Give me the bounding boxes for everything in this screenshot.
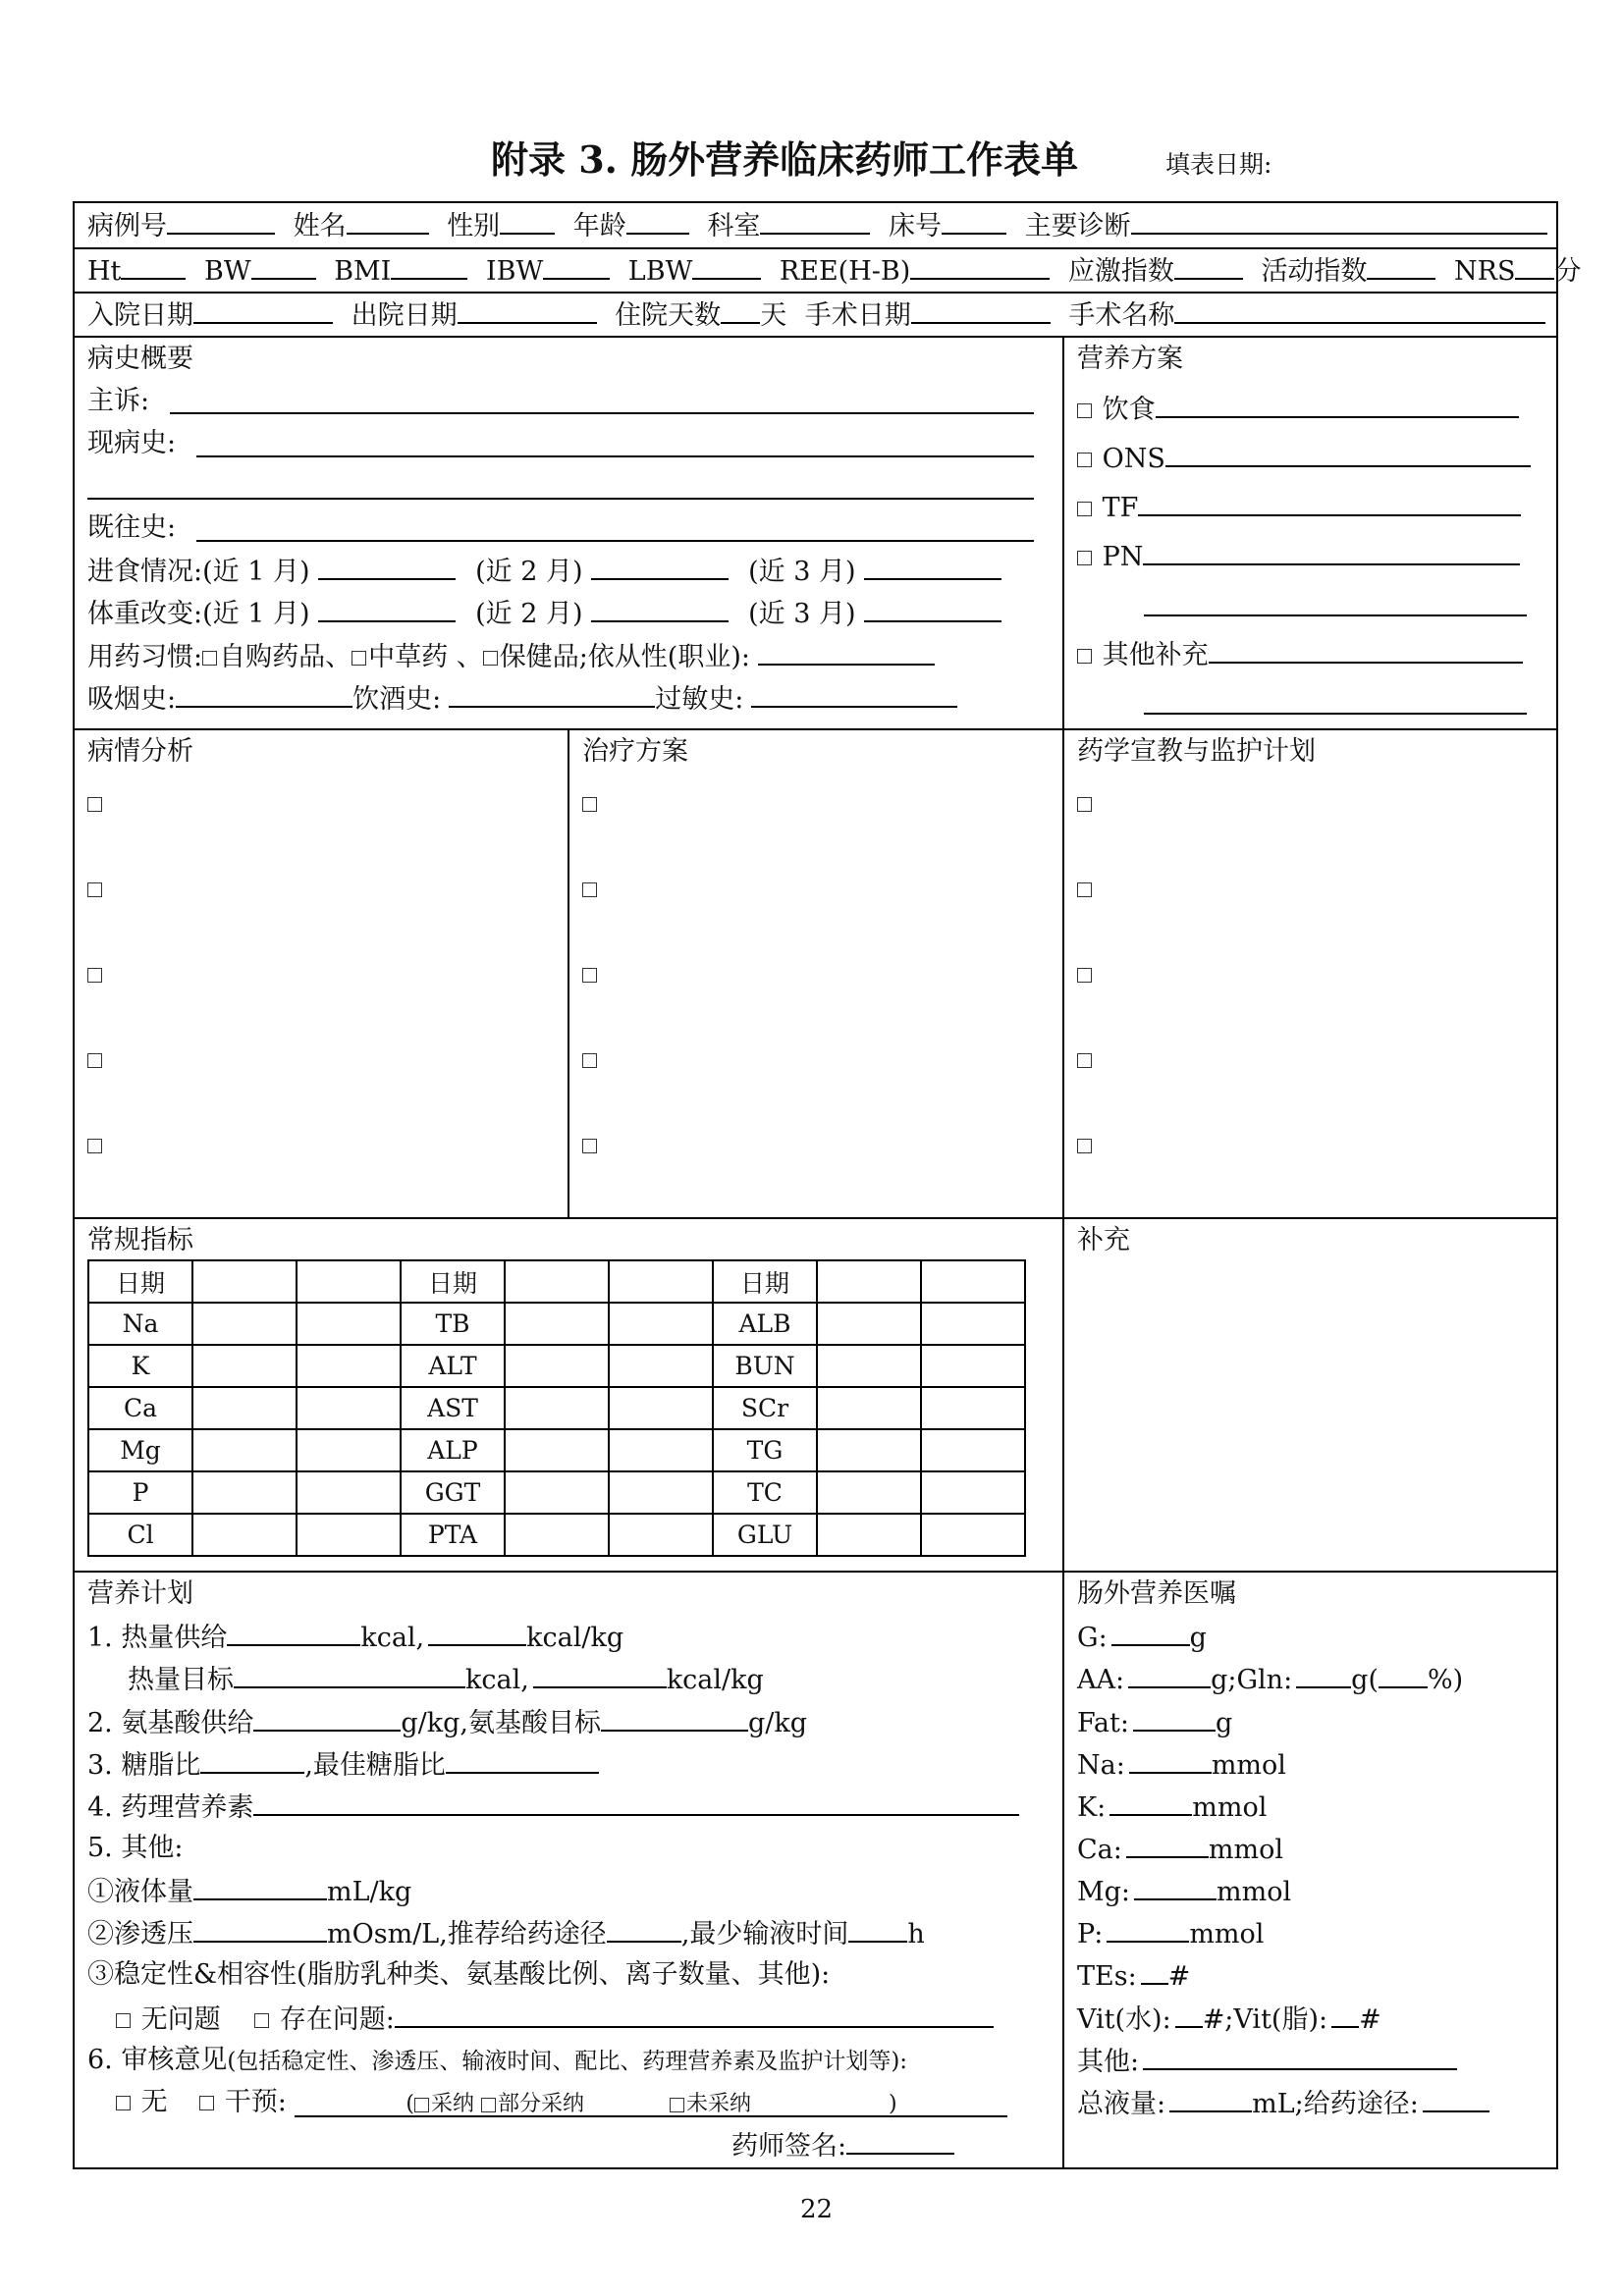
table-row [88,1303,1025,1345]
table-cell[interactable] [192,1260,297,1303]
pharma-nutrient-label: 4. 药理营养素 [87,1792,254,1823]
vit-fat-field[interactable] [1331,2004,1359,2028]
health-product-checkbox[interactable] [483,651,498,666]
pn-field[interactable] [1143,542,1520,565]
glucose-label: G: [1077,1623,1108,1653]
gkg-unit: g/kg [747,1708,807,1738]
surgery-date-label: 手术日期 [804,300,911,331]
table-cell: Na [88,1303,192,1345]
other-supplement-field[interactable] [1209,640,1523,664]
education-checkbox[interactable] [1077,788,1094,819]
table-cell: ALT [401,1345,505,1387]
order-other-label: 其他: [1077,2047,1140,2077]
bmi-label: BMI [334,256,392,287]
weight-3m-field[interactable] [864,599,1001,622]
intervention-field[interactable] [295,2094,1007,2117]
table-cell[interactable] [505,1303,609,1345]
osmolarity-label: ②渗透压 [87,1919,193,1949]
diet-checkbox[interactable] [1077,403,1092,418]
pharmacist-sign-field[interactable] [846,2131,954,2155]
table-cell[interactable] [609,1429,713,1471]
education-checkbox[interactable] [1077,874,1094,904]
mmol-unit: mmol [1192,1792,1268,1823]
past-history-label: 既往史: [87,512,177,543]
allergy-label: 过敏史: [655,684,744,715]
gln-unit: g( [1351,1665,1379,1695]
surgery-name-field[interactable] [1174,300,1545,324]
bed-label: 床号 [888,211,942,241]
not-adopt-label: 未采纳 [685,2092,751,2116]
education-checkbox[interactable] [1077,1130,1094,1160]
route-label: mOsm/L,推荐给药途径 [327,1919,607,1949]
not-adopt-checkbox[interactable] [670,2098,684,2112]
table-cell[interactable] [297,1345,401,1387]
table-cell[interactable] [817,1303,921,1345]
analysis-checkbox[interactable] [87,1130,104,1160]
diagnosis-label: 主要诊断 [1024,211,1131,241]
table-cell[interactable] [921,1260,1025,1303]
table-cell[interactable] [297,1514,401,1556]
g-unit: g [1189,1623,1207,1653]
mmol-unit: mmol [1208,1835,1283,1865]
intake-2m-field[interactable] [591,557,729,580]
best-gl-ratio-label: ,最佳糖脂比 [304,1750,446,1781]
past-history-field[interactable] [196,518,1034,542]
mmol-unit: mmol [1217,1877,1292,1907]
pn-field-2[interactable] [1144,593,1527,616]
treatment-checkbox[interactable] [582,788,599,819]
table-cell: GLU [713,1514,817,1556]
diet-label: 饮食 [1102,395,1156,425]
table-cell[interactable] [609,1387,713,1429]
kcal-unit: kcal, [360,1623,425,1653]
mlkg-unit: mL/kg [327,1877,412,1907]
stability-label: ③稳定性&相容性(脂肪乳种类、氨基酸比例、离子数量、其他): [87,1959,831,1990]
tes-field[interactable] [1141,1961,1168,1985]
aa-supply-field[interactable] [253,1708,401,1732]
mmol-unit: mmol [1189,1919,1265,1949]
analysis-checkbox[interactable] [87,788,104,819]
review-none-label: 无 [140,2087,168,2117]
divider [1062,336,1064,2169]
dept-label: 科室 [707,211,761,241]
table-row [88,1260,1025,1303]
table-cell[interactable] [817,1387,921,1429]
fill-date-label: 填表日期: [1165,150,1272,179]
total-volume-field[interactable] [1169,2089,1252,2112]
table-row [88,1429,1025,1471]
fat-field[interactable] [1133,1708,1216,1732]
table-cell[interactable] [297,1303,401,1345]
weight-change-label: 体重改变:(近 1 月) [87,599,310,629]
mg-label: Mg: [1077,1877,1131,1907]
kcal-unit: kcal, [465,1665,529,1695]
ibw-field[interactable] [543,256,610,280]
surgery-date-field[interactable] [911,300,1051,324]
divider [73,336,1558,338]
divider [568,728,569,1217]
vit-water-field[interactable] [1175,2004,1203,2028]
chief-complaint-field[interactable] [170,391,1034,414]
ca-label: Ca: [1077,1835,1122,1865]
target-kcalkg-field[interactable] [533,1665,667,1688]
other-supplement-checkbox[interactable] [1077,649,1092,664]
table-cell[interactable] [297,1471,401,1514]
has-issue-label: 存在问题: [279,2004,395,2035]
nutrition-plan-heading: 营养方案 [1077,344,1183,374]
table-cell[interactable] [297,1260,401,1303]
health-product-label: 保健品;依从性(职业): [499,642,750,672]
table-cell: P [88,1471,192,1514]
bmi-field[interactable] [391,256,467,280]
table-cell[interactable] [817,1429,921,1471]
table-cell[interactable] [921,1345,1025,1387]
table-cell[interactable] [505,1429,609,1471]
k-field[interactable] [1109,1792,1192,1816]
paren-close: ) [889,2092,897,2116]
table-row [88,1471,1025,1514]
admission-date-label: 入院日期 [87,300,193,331]
smoking-field[interactable] [176,684,352,708]
table-cell: 日期 [401,1260,505,1303]
glucose-field[interactable] [1111,1623,1190,1646]
table-cell[interactable] [609,1345,713,1387]
treatment-checkbox[interactable] [582,1130,599,1160]
table-cell: K [88,1345,192,1387]
case-no-field[interactable] [167,211,275,235]
intake-3m-label: (近 3 月) [748,557,856,587]
bed-field[interactable] [942,211,1006,235]
med-habit-label: 用药习惯: [87,642,203,672]
g-unit: g [1215,1708,1233,1738]
weight-2m-field[interactable] [591,599,729,622]
na-field[interactable] [1129,1750,1212,1774]
ons-field[interactable] [1165,444,1531,467]
pn-checkbox[interactable] [1077,551,1092,565]
sex-label: 性别 [447,211,501,241]
pn-label: PN [1102,542,1144,572]
smoking-label: 吸烟史: [87,684,177,715]
table-cell: PTA [401,1514,505,1556]
table-cell[interactable] [609,1471,713,1514]
mg-field[interactable] [1134,1877,1217,1900]
discharge-date-label: 出院日期 [351,300,458,331]
ht-label: Ht [87,256,122,287]
lbw-label: LBW [627,256,693,287]
route-field[interactable] [607,1919,681,1943]
table-cell[interactable] [297,1387,401,1429]
table-cell: SCr [713,1387,817,1429]
analysis-checkbox[interactable] [87,874,104,904]
education-heading: 药学宣教与监护计划 [1077,736,1316,767]
lab-table [87,1259,1026,1557]
table-cell[interactable] [609,1303,713,1345]
lbw-field[interactable] [692,256,761,280]
ons-label: ONS [1102,444,1165,474]
intervene-checkbox[interactable] [199,2096,214,2110]
nrs-label: NRS [1454,256,1516,287]
analysis-checkbox[interactable] [87,1044,104,1075]
orders-heading: 肠外营养医嘱 [1077,1578,1236,1609]
gln-pct-field[interactable] [1379,1665,1428,1688]
na-label: Na: [1077,1750,1125,1781]
table-cell: ALB [713,1303,817,1345]
aa-field[interactable] [1128,1665,1211,1688]
issue-field[interactable] [395,2004,994,2028]
analysis-checkbox[interactable] [87,959,104,989]
stress-index-label: 应激指数 [1067,256,1174,287]
gln-label: g;Gln: [1211,1665,1293,1695]
table-cell: BUN [713,1345,817,1387]
name-label: 姓名 [293,211,347,241]
table-cell[interactable] [297,1429,401,1471]
activity-index-label: 活动指数 [1261,256,1368,287]
review-none-checkbox[interactable] [116,2096,131,2110]
pct-unit: %) [1428,1665,1464,1695]
table-cell: GGT [401,1471,505,1514]
energy-target-label: 热量目标 [128,1665,234,1695]
ree-field[interactable] [910,256,1050,280]
page-number: 22 [800,2195,834,2224]
diagnosis-field[interactable] [1131,211,1547,235]
age-field[interactable] [626,211,689,235]
table-cell[interactable] [192,1471,297,1514]
other-supplement-field-2[interactable] [1144,691,1527,715]
table-cell[interactable] [921,1471,1025,1514]
bw-field[interactable] [251,256,316,280]
hour-unit: h [907,1919,925,1949]
gl-ratio-label: 3. 糖脂比 [87,1750,201,1781]
ca-field[interactable] [1126,1835,1209,1858]
energy-kcalkg-field[interactable] [428,1623,526,1646]
table-cell: AST [401,1387,505,1429]
table-cell[interactable] [192,1303,297,1345]
weight-1m-field[interactable] [318,599,456,622]
k-label: K: [1077,1792,1107,1823]
paren-open: ( [406,2092,414,2116]
allergy-field[interactable] [751,684,957,708]
treatment-checkbox[interactable] [582,1044,599,1075]
divider [73,1571,1558,1573]
tf-label: TF [1102,493,1139,523]
gln-field[interactable] [1296,1665,1351,1688]
table-cell[interactable] [192,1387,297,1429]
vit-fat-label: #;Vit(脂): [1202,2004,1328,2035]
table-cell[interactable] [817,1514,921,1556]
vit-water-label: Vit(水): [1077,2004,1171,2035]
plan-heading: 营养计划 [87,1578,193,1609]
diet-field[interactable] [1156,395,1519,418]
table-cell[interactable] [192,1345,297,1387]
weight-3m-label: (近 3 月) [748,599,856,629]
table-row [88,1387,1025,1429]
kcalkg-unit: kcal/kg [526,1623,624,1653]
mmol-unit: mmol [1211,1750,1286,1781]
history-heading: 病史概要 [87,344,193,374]
nrs-field[interactable] [1515,256,1554,280]
table-cell[interactable] [817,1260,921,1303]
nrs-unit: 分 [1554,256,1582,287]
min-time-label: ,最少输液时间 [680,1919,849,1949]
energy-kcal-field[interactable] [227,1623,360,1646]
table-cell[interactable] [505,1387,609,1429]
ons-checkbox[interactable] [1077,453,1092,467]
treatment-checkbox[interactable] [582,959,599,989]
aa-supply-label: 2. 氨基酸供给 [87,1708,254,1738]
education-checkbox[interactable] [1077,1044,1094,1075]
table-cell: Ca [88,1387,192,1429]
table-cell[interactable] [921,1387,1025,1429]
bw-label: BW [204,256,251,287]
stress-index-field[interactable] [1174,256,1243,280]
education-checkbox[interactable] [1077,959,1094,989]
order-route-field[interactable] [1423,2089,1489,2112]
intake-label: 进食情况:(近 1 月) [87,557,310,587]
pharma-nutrient-field[interactable] [253,1792,1019,1816]
tf-field[interactable] [1138,493,1521,516]
adopt-label: 采纳 [430,2092,474,2116]
aa-target-label: g/kg,氨基酸目标 [401,1708,601,1738]
table-cell[interactable] [192,1514,297,1556]
stay-days-field[interactable] [721,300,760,324]
table-cell[interactable] [505,1345,609,1387]
total-volume-label: 总液量: [1077,2089,1166,2119]
min-time-field[interactable] [848,1919,907,1943]
other-label: 5. 其他: [87,1833,184,1863]
treatment-heading: 治疗方案 [582,736,688,767]
table-cell[interactable] [505,1514,609,1556]
days-unit: 天 [760,300,787,331]
surgery-name-label: 手术名称 [1068,300,1175,331]
table-cell: 日期 [713,1260,817,1303]
review-label: 6. 审核意见 [87,2045,228,2075]
table-row [88,1514,1025,1556]
table-cell[interactable] [609,1260,713,1303]
fat-label: Fat: [1077,1708,1129,1738]
table-cell: Mg [88,1429,192,1471]
table-cell: TB [401,1303,505,1345]
self-purchase-label: 自购药品、 [219,642,352,672]
tes-label: TEs: [1077,1961,1137,1992]
table-cell[interactable] [505,1260,609,1303]
present-illness-label: 现病史: [87,428,177,458]
table-cell: Cl [88,1514,192,1556]
intake-1m-field[interactable] [318,557,456,580]
aa-label: AA: [1077,1665,1125,1695]
table-cell[interactable] [921,1303,1025,1345]
drinking-field[interactable] [449,684,655,708]
treatment-checkbox[interactable] [582,874,599,904]
no-issue-label: 无问题 [140,2004,221,2035]
herbal-checkbox[interactable] [352,651,366,666]
activity-index-field[interactable] [1367,256,1435,280]
table-cell[interactable] [921,1514,1025,1556]
p-field[interactable] [1107,1919,1189,1943]
no-issue-checkbox[interactable] [116,2013,131,2028]
tf-checkbox[interactable] [1077,502,1092,516]
partial-adopt-checkbox[interactable] [481,2098,496,2112]
aa-target-field[interactable] [601,1708,748,1732]
p-label: P: [1077,1919,1104,1949]
divider [73,292,1558,294]
table-cell: TC [713,1471,817,1514]
routine-heading: 常规指标 [87,1225,193,1255]
name-field[interactable] [347,211,429,235]
table-cell[interactable] [921,1429,1025,1471]
table-cell[interactable] [817,1345,921,1387]
analysis-heading: 病情分析 [87,736,193,767]
divider [73,247,1558,249]
dept-field[interactable] [760,211,870,235]
drinking-label: 饮酒史: [352,684,442,715]
chief-complaint-label: 主诉: [87,386,150,416]
ibw-label: IBW [485,256,544,287]
table-cell[interactable] [192,1429,297,1471]
table-cell[interactable] [609,1514,713,1556]
osmolarity-field[interactable] [193,1919,327,1943]
table-cell[interactable] [817,1471,921,1514]
intake-2m-label: (近 2 月) [475,557,583,587]
stay-days-label: 住院天数 [615,300,722,331]
table-cell: TG [713,1429,817,1471]
target-kcal-field[interactable] [234,1665,465,1688]
present-illness-field[interactable] [196,434,1034,457]
review-note: (包括稳定性、渗透压、输液时间、配比、药理营养素及监护计划等): [227,2049,908,2074]
self-purchase-checkbox[interactable] [202,651,217,666]
table-row [88,1345,1025,1387]
best-gl-ratio-field[interactable] [446,1750,599,1774]
sex-field[interactable] [500,211,555,235]
weight-2m-label: (近 2 月) [475,599,583,629]
hash-unit: # [1167,1961,1191,1992]
fluid-label: ①液体量 [87,1877,193,1907]
table-cell[interactable] [505,1471,609,1514]
fluid-field[interactable] [193,1877,327,1900]
page-title: 附录 3. 肠外营养临床药师工作表单 [491,137,1079,182]
adopt-checkbox[interactable] [414,2098,429,2112]
energy-supply-label: 1. 热量供给 [87,1623,228,1653]
herbal-label: 中草药 、 [368,642,483,672]
divider [73,728,1558,730]
partial-adopt-label: 部分采纳 [497,2092,584,2116]
present-illness-field-2[interactable] [87,476,1034,500]
has-issue-checkbox[interactable] [254,2013,269,2028]
other-supplement-label: 其他补充 [1102,640,1209,670]
ht-field[interactable] [121,256,186,280]
table-cell: 日期 [88,1260,192,1303]
admission-date-field[interactable] [193,300,333,324]
intervene-label: 干预: [224,2087,287,2117]
table-cell: ALP [401,1429,505,1471]
ree-label: REE(H-B) [779,256,911,287]
case-no-label: 病例号 [87,211,167,241]
divider [73,1217,1558,1219]
age-label: 年龄 [572,211,626,241]
order-other-field[interactable] [1143,2047,1457,2070]
discharge-date-field[interactable] [458,300,597,324]
supplement-heading: 补充 [1077,1225,1130,1255]
hash-unit: # [1359,2004,1381,2035]
compliance-field[interactable] [758,642,935,666]
pharmacist-sign-label: 药师签名: [731,2131,847,2162]
gl-ratio-field[interactable] [200,1750,304,1774]
intake-3m-field[interactable] [864,557,1001,580]
kcalkg-unit: kcal/kg [666,1665,764,1695]
route-label: mL;给药途径: [1252,2089,1419,2119]
